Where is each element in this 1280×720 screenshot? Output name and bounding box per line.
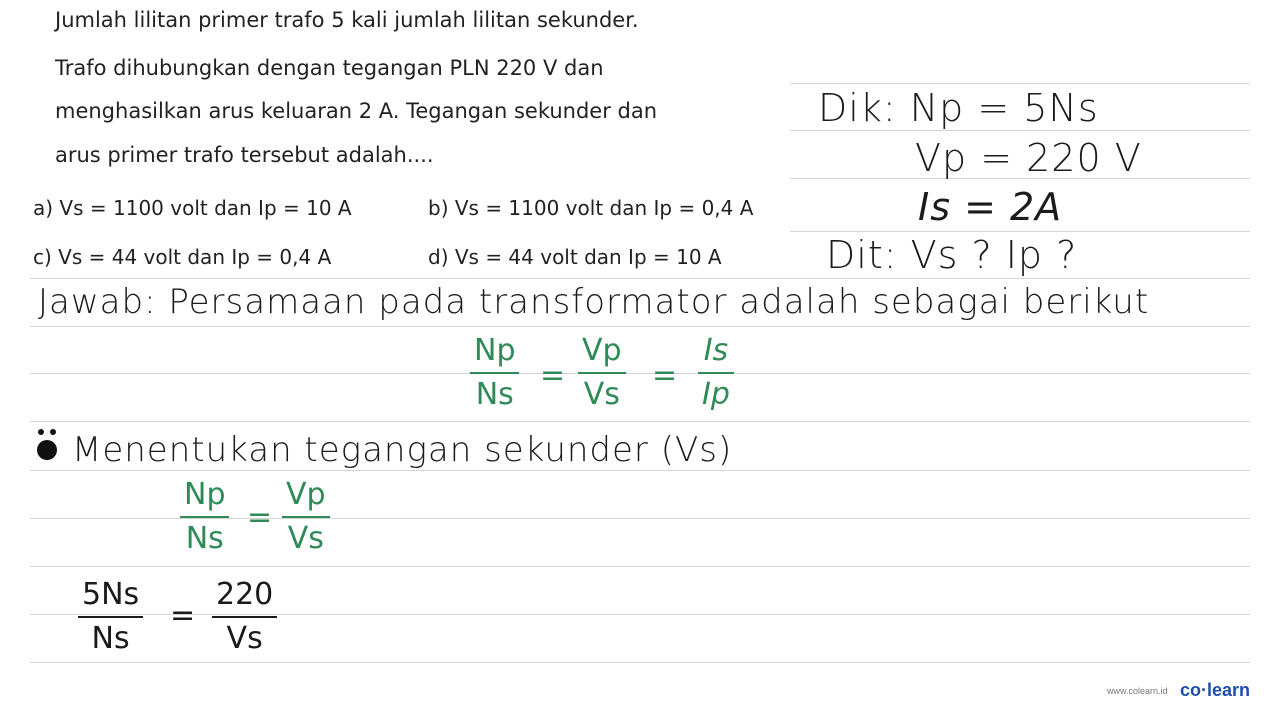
asked: Dit: Vs ? Ip ? [826,233,1078,277]
formula-fraction-np-ns [470,333,519,412]
fraction-bar [282,516,330,518]
ruled-line [30,421,1250,422]
ruled-line [790,231,1250,232]
step2-num: 220 [216,577,274,612]
question-line: Jumlah lilitan primer trafo 5 kali jumlah lilitan sekunder. [55,8,639,32]
option-a: a) Vs = 1100 volt dan Ip = 10 A [33,196,352,220]
formula-num: Vp [582,333,622,368]
equals-sign: = [652,358,678,393]
formula-den: Ns [475,377,514,412]
ruled-line [790,83,1250,84]
answer-intro: Jawab: Persamaan pada transformator adalah sebagai berikut [38,282,1150,322]
step1-num: Np [184,477,226,512]
fraction-bar [180,516,229,518]
step1-num: Vp [286,477,326,512]
step2-den: Vs [226,621,263,656]
option-c: c) Vs = 44 volt dan Ip = 0,4 A [33,245,332,269]
step1-fraction-vp-vs [282,477,330,556]
ruled-line [30,470,1250,471]
step2-den: Ns [91,621,130,656]
ruled-line [30,326,1250,327]
question-line: arus primer trafo tersebut adalah.... [55,143,434,167]
ruled-line [30,373,1250,374]
footer-url[interactable]: www.colearn.id [1107,686,1168,696]
formula-num: Is [703,333,729,368]
option-d: d) Vs = 44 volt dan Ip = 10 A [428,245,722,269]
fraction-bar [212,616,277,618]
step-title: Menentukan tegangan sekunder (Vs) [72,430,733,470]
fraction-bar [578,372,626,374]
question-line: menghasilkan arus keluaran 2 A. Tegangan sekunder dan [55,99,658,123]
equals-sign: = [170,598,196,633]
fraction-bar [78,616,143,618]
fraction-bar [698,372,734,374]
formula-num: Np [474,333,516,368]
bullet-icon [34,428,60,462]
formula-fraction-is-ip [698,333,734,412]
formula-fraction-vp-vs [578,333,626,412]
step2-fraction-5ns-ns [78,577,143,656]
known-np: Dik: Np = 5Ns [818,86,1099,130]
fraction-bar [470,372,519,374]
known-is: Is = 2A [918,185,1063,229]
question-line: Trafo dihubungkan dengan tegangan PLN 220 V dan [55,56,604,80]
ruled-line [30,278,1250,279]
step2-num: 5Ns [82,577,140,612]
equals-sign: = [247,500,273,535]
ruled-line [30,566,1250,567]
equals-sign: = [540,358,566,393]
ruled-line [790,130,1250,131]
step2-fraction-220-vs [212,577,277,656]
step1-fraction-np-ns [180,477,229,556]
known-vp: Vp = 220 V [915,136,1142,180]
formula-den: Vs [583,377,620,412]
step1-den: Vs [287,521,324,556]
step1-den: Ns [185,521,224,556]
brand-logo: co·learn [1180,680,1251,700]
formula-den: Ip [702,377,730,412]
option-b: b) Vs = 1100 volt dan Ip = 0,4 A [428,196,754,220]
ruled-line [30,662,1250,663]
